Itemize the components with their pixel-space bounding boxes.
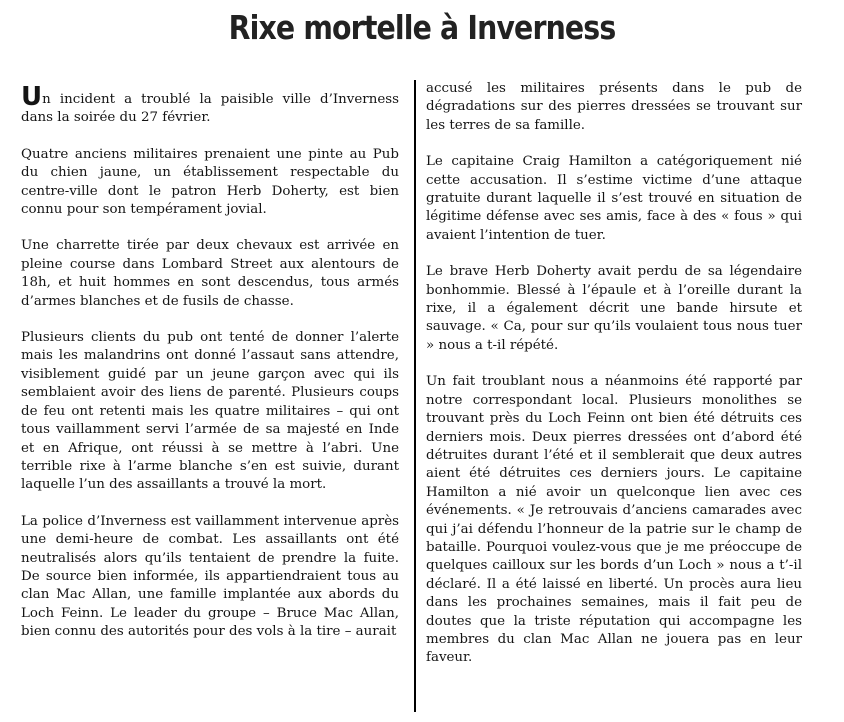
article-column-left (21, 82, 399, 660)
paragraph: Le brave Herb Doherty avait perdu de sa légendaire bonhommie. Blessé à l’épaule et à l’oreille durant la rixe, il a également décrit une bande hirsute et sauvage. « Ca, pour sur qu’ils voulaient tous nous tuer » nous a t-il répété. (426, 264, 802, 353)
drop-cap: U (21, 82, 43, 112)
paragraph: accusé les militaires présents dans le pub de dégradations sur des pierres dressées se trouvant sur les terres de sa famille. (426, 81, 802, 133)
paragraph: La police d’Inverness est vaillamment intervenue après une demi-heure de combat. Les assaillants ont été neutralisés alors qu’ils tentaient de prendre la fuite. De source bien informée, ils appartiendraient tous au clan Mac Allan, une famille implantée aux abords du Loch Feinn. Le leader du groupe – Bruce Mac Allan, bien connu des autorités pour des vols à la tire – aurait (21, 513, 399, 640)
column-divider (414, 80, 416, 712)
paragraph (21, 82, 399, 128)
paragraph: Le capitaine Craig Hamilton a catégoriquement nié cette accusation. Il s’estime victime d’une attaque gratuite durant laquelle il s’est trouvé en situation de légitime défense avec ses amis, face à des « fous » qui avaient l’intention de tuer. (426, 154, 802, 243)
paragraph: Quatre anciens militaires prenaient une pinte au Pub du chien jaune, un établissement respectable du centre-ville dont le patron Herb Doherty, est bien connu pour son tempérament jovial. (21, 146, 399, 218)
paragraph: Plusieurs clients du pub ont tenté de donner l’alerte mais les malandrins ont donné l’assaut sans attendre, visiblement guidé par un jeune garçon avec qui ils semblaient avoir des liens de parenté. Plusieurs coups de feu ont retenti mais les quatre militaires – qui ont tous vaillamment servi l’armée de sa majesté en Inde et en Afrique, ont réussi à se mettre à l’abri. Une terrible rixe à l’arme blanche s’en est suivie, durant laquelle l’un des assaillants a trouvé la mort. (21, 330, 399, 493)
article-headline: Rixe mortelle à Inverness (228, 8, 616, 47)
paragraph-text: n incident a troublé la paisible ville d’Inverness dans la soirée du 27 février. (21, 92, 399, 126)
paragraph: Un fait troublant nous a néanmoins été rapporté par notre correspondant local. Plusieurs monolithes se trouvant près du Loch Feinn ont bien été détruits ces derniers mois. Deux pierres dressées ont d’abord été détruites durant l’été et il semblerait que deux autres aient été détruites ces derniers jours. Le capitaine Hamilton a nié avoir un quelconque lien avec ces événements. « Je retrouvais d’anciens camarades avec qui j’ai défendu l’honneur de la patrie sur le champ de bataille. Pourquoi voulez-vous que je me préoccupe de quelques cailloux sur les bords d’un Loch » nous a t’-il déclaré. Il a été laissé en liberté. Un procès aura lieu dans les prochaines semaines, mais il fait peu de doutes que la triste réputation qui accompagne les membres du clan Mac Allan ne jouera pas en leur faveur. (426, 374, 802, 666)
article-column-right (426, 80, 802, 686)
paragraph: Une charrette tirée par deux chevaux est arrivée en pleine course dans Lombard Street aux alentours de 18h, et huit hommes en sont descendus, tous armés d’armes blanches et de fusils de chasse. (21, 238, 399, 309)
